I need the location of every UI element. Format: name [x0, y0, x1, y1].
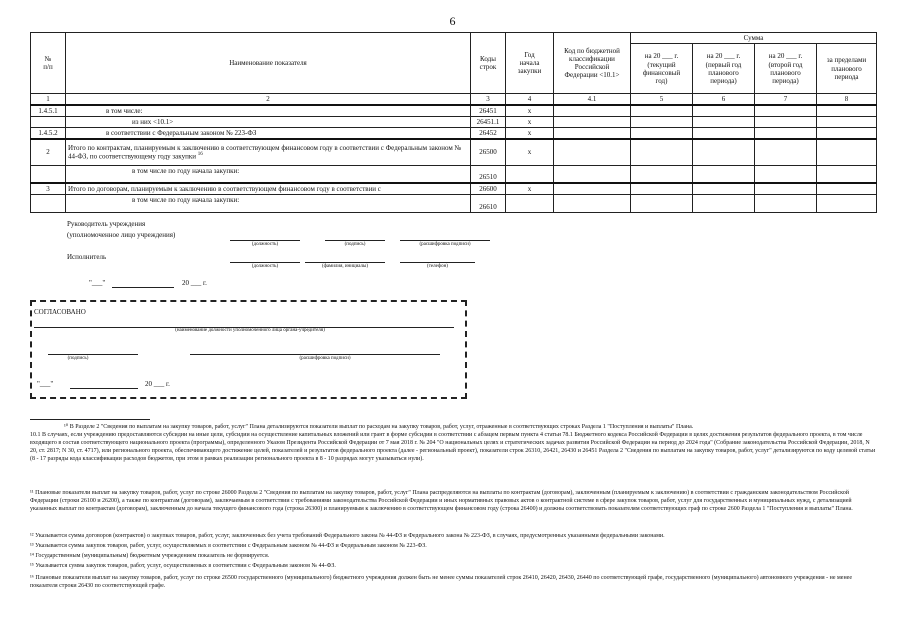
row-name: Итого по договорам, планируемым к заключению в соответствующем финансовом году в соответствии с [66, 183, 471, 195]
column-numbers-row [31, 94, 877, 106]
table-row [31, 183, 877, 195]
row-num [31, 195, 66, 213]
cell-budget [554, 139, 631, 165]
approval-caption-sign: (подпись) [67, 356, 89, 361]
cell-value [631, 105, 693, 117]
caption-signature: (подпись) [344, 242, 366, 247]
row-name: в соответствии с Федеральным законом № 223-ФЗ [66, 128, 471, 140]
col-number: 4.1 [554, 94, 631, 106]
cell-value [755, 183, 817, 195]
cell-budget [554, 117, 631, 128]
row-code: 26451.1 [471, 117, 506, 128]
header-num: № п/п [31, 33, 66, 94]
signature-line [325, 240, 385, 241]
header-current-year: на 20 ___ г. (текущий финансовый год) [631, 44, 693, 94]
cell-budget [554, 195, 631, 213]
cell-value [755, 105, 817, 117]
row-year: x [506, 128, 554, 140]
row-year: x [506, 117, 554, 128]
table-row [31, 117, 877, 128]
col-number: 4 [506, 94, 554, 106]
col-number: 7 [755, 94, 817, 106]
decode-line [400, 240, 490, 241]
header-name: Наименование показателя [66, 33, 471, 94]
cell-value [817, 117, 877, 128]
table-row [31, 165, 877, 183]
cell-value [631, 195, 693, 213]
executor-fio-line [305, 262, 385, 263]
approval-caption-org: (наименование должности уполномоченного лица органа-учредителя) [175, 328, 325, 333]
footnote-11: ¹¹ Плановые показатели выплат на закупку товаров, работ, услуг по строке 26000 Раздела 2 "Сведения по выплатам на закупку товаров, работ, услуг" Плана распределяются на выплаты по контрактам (договорам), заключенным (планируемым к заключению) в соответствии с гражданским законодательством Российской Федерации (строки 26100 и 26200), а также по контрактам (договорам), заключаемым в соответствии с требованиями законодательства Российской Федерации и иных нормативных правовых актов о контрактной системе в сфере закупок товаров, работ, услуг для государственных и муниципальных нужд, с детализацией указанных выплат по контрактам (договорам), заключенным до начала текущего финансового года (строка 26300) и планируемым к заключению в соответствующем финансовом году (строка 26400) и должны соответствовать показателям соответствующих граф по строке 2600 Раздела 1 "Поступления и выплаты" Плана. [30, 490, 853, 512]
row-code: 26500 [471, 139, 506, 165]
row-year: x [506, 105, 554, 117]
approval-date-day: "___" [37, 380, 54, 388]
row-year: x [506, 139, 554, 165]
payments-table [30, 32, 877, 213]
cell-value [755, 165, 817, 183]
table-row [31, 195, 877, 213]
cell-value [631, 139, 693, 165]
header-sum: Сумма [631, 33, 877, 44]
header-budget-code: Код по бюджетной классификации Российской Федерации <10.1> [554, 33, 631, 94]
cell-value [817, 105, 877, 117]
footnote-ref: 16 [197, 152, 203, 158]
row-num: 3 [31, 183, 66, 195]
table-row [31, 128, 877, 140]
head-label-sub: (уполномоченное лицо учреждения) [67, 231, 176, 239]
approval-date-month-line [70, 388, 138, 389]
footnote-13: ¹³ Указывается сумма закупок товаров, работ, услуг, осуществляемых в соответствии с Федеральным законом № 44-ФЗ и Федеральным законом № 223-ФЗ. [30, 543, 427, 549]
row-name-text: Итого по контрактам, планируемым к заключению в соответствующем финансовом году в соответствии с Федеральным законом № 44-ФЗ, по соответствующему году закупки [68, 144, 462, 161]
cell-value [693, 165, 755, 183]
approval-caption-decode: (расшифровка подписи) [299, 356, 351, 361]
footnote-15: ¹⁵ Указывается сумма закупок товаров, работ, услуг, осуществляемых в соответствии с Федеральным законом № 44-ФЗ. [30, 563, 336, 569]
cell-budget [554, 165, 631, 183]
cell-value [693, 128, 755, 140]
footnote-12: ¹² Указывается сумма договоров (контрактов) о закупках товаров, работ, услуг, заключенных без учета требований Федерального закона № 44-ФЗ и Федерального закона № 223-ФЗ, в случаях, предусмотренных указанными федеральными законами. [30, 533, 665, 539]
executor-label: Исполнитель [67, 253, 107, 261]
footnote-10-1: 10.1 В случаях, если учреждению предоставляются субсидии на иные цели, субсидии на осуществление капитальных вложений или грант в форме субсидии в соответствии с абзацем первым пункта 4 статьи 78.1 Бюджетного кодекса Российской Федерации в целях достижения результатов федерального проекта, в том числе входящего в состав соответствующего национального проекта (программы), определенного Указом Президента Российской Федерации от 7 мая 2018 г. № 204 "О национальных целях и стратегических задачах развития Российской Федерации на период до 2024 года" (Собрание законодательства Российской Федерации, 2018, N 20, ст. 2817; N 30, ст. 4717), или регионального проекта, обеспечивающего достижение целей, показателей и результатов федерального проекта (далее - региональный проект), показатели строк 26310, 26421, 26430 и 26451 Раздела 2 "Сведения по выплатам на закупку товаров, работ, услуг" детализируются по коду целевой статьи (8 - 17 разряды кода классификации расходов бюджетов, при этом в рамках реализации регионального проекта в 8 - 10 разрядах могут указываться нули). [30, 432, 876, 462]
row-code: 26452 [471, 128, 506, 140]
cell-value [755, 195, 817, 213]
cell-value [693, 183, 755, 195]
cell-budget [554, 105, 631, 117]
row-name [66, 139, 471, 165]
cell-value [693, 117, 755, 128]
cell-value [693, 139, 755, 165]
cell-value [631, 165, 693, 183]
cell-value [631, 117, 693, 128]
cell-value [817, 165, 877, 183]
footnote-10: ¹⁰ В Разделе 2 "Сведения по выплатам на закупку товаров, работ, услуг" Плана детализируются показатели выплат по расходам на закупку товаров, работ, услуг, отраженные в соответствующих строках Раздела 1 "Поступления и выплаты" Плана. [64, 424, 694, 430]
cell-value [693, 105, 755, 117]
cell-value [755, 128, 817, 140]
col-number: 3 [471, 94, 506, 106]
header-second-year: на 20 ___ г. (второй год планового периода) [755, 44, 817, 94]
footnote-16: ¹⁶ Плановые показатели выплат на закупку товаров, работ, услуг по строке 26500 государственного (муниципального) бюджетного учреждения должен быть не менее суммы показателей строк 26410, 26420, 26430, 26440 по соответствующей графе, государственного (муниципального) автономного учреждения - не менее показателя строки 26430 по соответствующей графе. [30, 575, 853, 589]
approval-box [30, 300, 467, 399]
executor-phone-line [400, 262, 475, 263]
cell-value [817, 139, 877, 165]
caption-fio: (фамилия, инициалы) [321, 264, 369, 269]
cell-value [755, 117, 817, 128]
header-code: Коды строк [471, 33, 506, 94]
row-year [506, 165, 554, 183]
cell-budget [554, 128, 631, 140]
row-year: x [506, 183, 554, 195]
approval-decode-line [190, 354, 440, 355]
cell-budget [554, 183, 631, 195]
caption-position: (должность) [251, 264, 279, 269]
row-num [31, 165, 66, 183]
row-name: из них <10.1> [66, 117, 471, 128]
date-year: 20 ___ г. [182, 279, 207, 287]
caption-phone: (телефон) [427, 264, 448, 269]
header-beyond: за пределами планового периода [817, 44, 877, 94]
cell-value [755, 139, 817, 165]
table-row [31, 105, 877, 117]
row-num: 2 [31, 139, 66, 165]
row-num: 1.4.5.2 [31, 128, 66, 140]
row-code: 26600 [471, 183, 506, 195]
page-number: 6 [449, 14, 456, 28]
row-num [31, 117, 66, 128]
row-code: 26610 [471, 195, 506, 213]
row-code: 26451 [471, 105, 506, 117]
row-name: в том числе: [66, 105, 471, 117]
row-year [506, 195, 554, 213]
col-number: 5 [631, 94, 693, 106]
col-number: 1 [31, 94, 66, 106]
row-name: в том числе по году начала закупки: [66, 165, 471, 183]
date-month-line [112, 287, 174, 288]
position-line [230, 240, 300, 241]
caption-decode: (расшифровка подписи) [419, 242, 471, 247]
cell-value [817, 195, 877, 213]
head-label: Руководитель учреждения [67, 220, 146, 228]
cell-value [817, 128, 877, 140]
approval-date-year: 20 ___ г. [145, 380, 170, 388]
cell-value [631, 183, 693, 195]
row-code: 26510 [471, 165, 506, 183]
row-name: в том числе по году начала закупки: [66, 195, 471, 213]
table-row [31, 139, 877, 165]
header-row-1 [31, 33, 877, 44]
cell-value [631, 128, 693, 140]
approval-title: СОГЛАСОВАНО [34, 308, 86, 316]
col-number: 6 [693, 94, 755, 106]
footnote-14: ¹⁴ Государственным (муниципальным) бюджетным учреждением показатель не формируется. [30, 553, 270, 559]
cell-value [817, 183, 877, 195]
header-year: Год начала закупки [506, 33, 554, 94]
footnote-separator [30, 419, 150, 420]
caption-position: (должность) [251, 242, 279, 247]
approval-sign-line [48, 354, 138, 355]
header-first-year: на 20 ___ г. (первый год планового периода) [693, 44, 755, 94]
col-number: 8 [817, 94, 877, 106]
cell-value [693, 195, 755, 213]
executor-position-line [230, 262, 300, 263]
row-num: 1.4.5.1 [31, 105, 66, 117]
col-number: 2 [66, 94, 471, 106]
date-day: "___" [89, 279, 106, 287]
